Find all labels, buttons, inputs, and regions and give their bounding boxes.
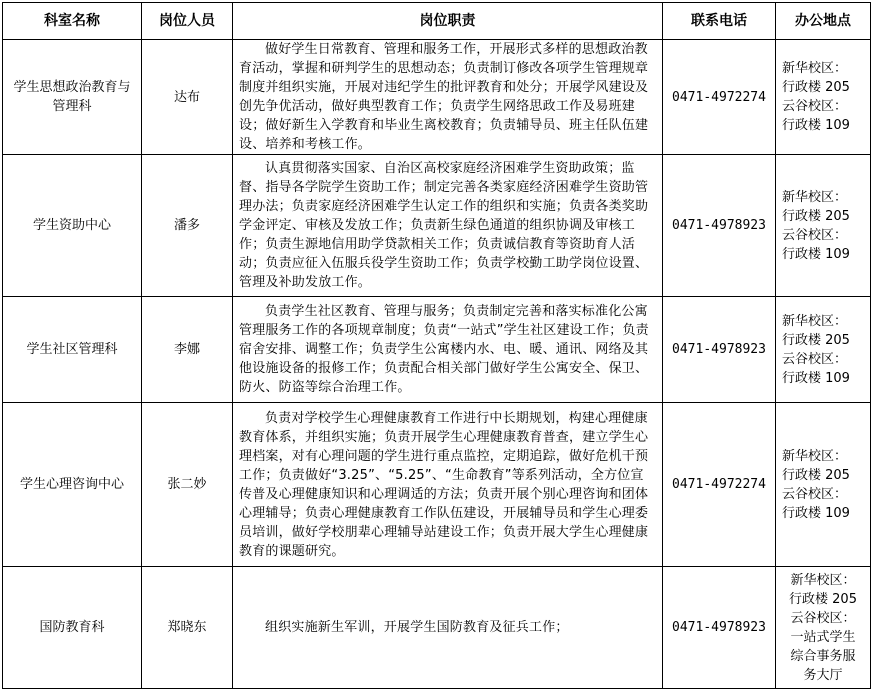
header-person: 岗位人员 (142, 3, 233, 40)
office-line: 一站式学生 (790, 629, 856, 645)
table-row (3, 40, 871, 155)
office-line: 云谷校区： (782, 486, 848, 502)
staff-name: 郑晓东 (142, 567, 233, 689)
phone-number: 0471-4978923 (663, 567, 776, 689)
dept-name: 学生思想政治教育与管理科 (3, 40, 142, 155)
duty-cell (233, 40, 663, 155)
office-line: 行政楼 205 (782, 332, 850, 348)
office-line: 综合事务服 (790, 648, 856, 664)
staff-name: 潘多 (142, 155, 233, 297)
duty-cell (233, 403, 663, 567)
table-row (3, 403, 871, 567)
duty-text: 负责学生社区教育、管理与服务；负责制定完善和落实标准化公寓管理服务工作的各项规章制度；负责“一站式”学生社区建设工作；负责宿舍安排、调整工作；负责学生公寓楼内水、电、暖、通讯、网络及其他设施设备的报修工作；负责配合相关部门做好学生公寓安全、保卫、防火、防盗等综合治理工作。 (239, 304, 649, 395)
phone-number: 0471-4972274 (663, 40, 776, 155)
header-row (3, 3, 871, 40)
duty-text: 负责对学校学生心理健康教育工作进行中长期规划，构建心理健康教育体系，并组织实施；负责开展学生心理健康教育普查，建立学生心理档案，对有心理问题的学生进行重点监控，定期追踪，做好危机干预工作；负责做好“3.25”、“5.25”、“生命教育”等系列活动，全方位宣传普及心理健康知识和心理调适的方法；负责开展个别心理咨询和团体心理辅导；负责心理健康教育工作队伍建设，开展辅导员和学生心理委员培训，做好学校朋辈心理辅导站建设工作；负责开展大学生心理健康教育的课题研究。 (239, 410, 649, 559)
dept-name: 学生社区管理科 (3, 297, 142, 403)
office-line: 云谷校区： (790, 610, 856, 626)
office-line: 新华校区： (790, 572, 856, 588)
header-duty: 岗位职责 (233, 3, 663, 40)
office-line: 行政楼 109 (782, 246, 850, 262)
table-row (3, 297, 871, 403)
office-line: 行政楼 205 (782, 80, 850, 95)
department-table (2, 2, 871, 689)
duty-cell (233, 567, 663, 689)
office-location (776, 297, 871, 403)
phone-number: 0471-4978923 (663, 155, 776, 297)
duty-text: 做好学生日常教育、管理和服务工作，开展形式多样的思想政治教育活动，掌握和研判学生的思想动态；负责制订修改各项学生管理规章制度并组织实施，开展对违纪学生的批评教育和处分；开展学风建设及创先争优活动，做好典型教育工作；负责学生网络思政工作及易班建设；做好新生入学教育和毕业生离校教育；负责辅导员、班主任队伍建设、培养和考核工作。 (239, 42, 649, 152)
office-location (776, 567, 871, 689)
table-row (3, 567, 871, 689)
office-line: 新华校区： (782, 313, 848, 329)
dept-name: 国防教育科 (3, 567, 142, 689)
duty-text: 认真贯彻落实国家、自治区高校家庭经济困难学生资助政策；监督、指导各学院学生资助工作；制定完善各类家庭经济困难学生资助管理办法；负责家庭经济困难学生认定工作的组织和实施；负责各类奖助学金评定、审核及发放工作；负责新生绿色通道的组织协调及审核工作；负责生源地信用助学贷款相关工作；负责诚信教育等资助育人活动；负责应征入伍服兵役学生资助工作；负责学校勤工助学岗位设置、管理及补助发放工作。 (239, 161, 649, 290)
office-line: 务大厅 (803, 667, 843, 683)
duty-text: 组织实施新生军训，开展学生国防教育及征兵工作； (265, 620, 569, 635)
office-line: 云谷校区： (782, 99, 848, 114)
duty-cell (233, 297, 663, 403)
dept-name: 学生心理咨询中心 (3, 403, 142, 567)
office-line: 行政楼 109 (782, 118, 850, 133)
phone-number: 0471-4978923 (663, 297, 776, 403)
office-line: 新华校区： (782, 448, 848, 464)
phone-number: 0471-4972274 (663, 403, 776, 567)
office-line: 行政楼 205 (782, 208, 850, 224)
office-line: 行政楼 109 (782, 370, 850, 386)
office-location (776, 403, 871, 567)
staff-name: 李娜 (142, 297, 233, 403)
office-line: 行政楼 205 (782, 467, 850, 483)
office-location (776, 155, 871, 297)
office-line: 云谷校区： (782, 227, 848, 243)
office-line: 行政楼 109 (782, 505, 850, 521)
duty-cell (233, 155, 663, 297)
office-line: 新华校区： (782, 61, 848, 76)
dept-name: 学生资助中心 (3, 155, 142, 297)
header-office: 办公地点 (776, 3, 871, 40)
office-line: 云谷校区： (782, 351, 848, 367)
office-location (776, 40, 871, 155)
header-phone: 联系电话 (663, 3, 776, 40)
office-line: 行政楼 205 (789, 591, 857, 607)
table-row (3, 155, 871, 297)
staff-name: 达布 (142, 40, 233, 155)
header-name: 科室名称 (3, 3, 142, 40)
office-line: 新华校区： (782, 189, 848, 205)
staff-name: 张二妙 (142, 403, 233, 567)
